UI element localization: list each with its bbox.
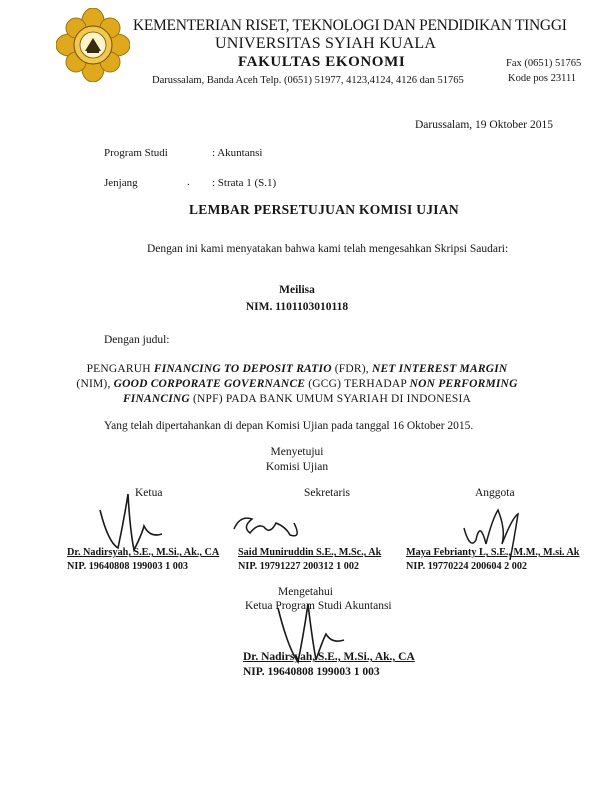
member-nip: NIP. 19770224 200604 2 002 [406, 561, 528, 572]
program-label: Program Studi [104, 147, 168, 159]
secretary-nip: NIP. 19791227 200312 1 002 [238, 561, 360, 572]
member-name: Maya Febrianty L, S.E., M.M., M.si. Ak [406, 547, 580, 558]
intro-statement: Dengan ini kami menyatakan bahwa kami telah mengesahkan Skripsi Saudari: [147, 243, 509, 255]
thesis-text: (FDR), [331, 363, 372, 375]
university-name: UNIVERSITAS SYIAH KUALA [215, 35, 437, 52]
secretary-signature [230, 505, 310, 545]
secretary-role: Sekretaris [304, 487, 350, 499]
thesis-text: (NPF) PADA BANK UMUM SYARIAH DI INDONESIA [189, 393, 472, 405]
level-dot: . [187, 176, 190, 188]
chair-role: Ketua [135, 487, 163, 499]
committee-heading: Komisi Ujian [265, 461, 329, 473]
thesis-term: FINANCING TO DEPOSIT RATIO [153, 363, 332, 375]
secretary-name: Said Muniruddin S.E., M.Sc., Ak [238, 547, 382, 558]
chair-nip: NIP. 19640808 199003 1 003 [67, 561, 189, 572]
thesis-title-line-1 [0, 363, 594, 375]
defense-statement: Yang telah dipertahankan di depan Komisi Ujian pada tanggal 16 Oktober 2015. [104, 420, 474, 432]
faculty-address: Darussalam, Banda Aceh Telp. (0651) 51977, 4123,4124, 4126 dan 51765 [152, 75, 464, 86]
thesis-text: PENGARUH [86, 363, 154, 375]
chair-name: Dr. Nadirsyah, S.E., M.Si., Ak., CA [67, 547, 220, 558]
thesis-title-label: Dengan judul: [104, 334, 170, 346]
student-nim: NIM. 1101103010118 [245, 301, 349, 313]
head-of-program-nip: NIP. 19640808 199003 1 003 [243, 666, 380, 678]
student-name: Meilisa [279, 284, 315, 296]
thesis-text: (NIM), [76, 378, 114, 390]
faculty-name: FAKULTAS EKONOMI [238, 54, 406, 70]
head-of-program-name: Dr. Nadirsyah, S.E., M.Si., Ak., CA [243, 651, 415, 663]
thesis-text: (GCG) TERHADAP [305, 378, 410, 390]
thesis-term: NET INTEREST MARGIN [371, 363, 508, 375]
thesis-title-line-3 [0, 393, 594, 405]
ministry-name: KEMENTERIAN RISET, TEKNOLOGI DAN PENDIDIKAN TINGGI [133, 17, 567, 34]
acknowledged-heading: Mengetahui [278, 586, 333, 598]
fax-number: Fax (0651) 51765 [506, 58, 582, 69]
level-value: : Strata 1 (S.1) [212, 177, 277, 189]
thesis-term: NON PERFORMING [409, 378, 518, 390]
head-of-program-title: Ketua Program Studi Akuntansi [245, 600, 392, 612]
letter-date: Darussalam, 19 Oktober 2015 [415, 119, 553, 131]
program-value: : Akuntansi [212, 147, 263, 159]
thesis-term: FINANCING [122, 393, 190, 405]
university-seal-icon [56, 8, 130, 82]
thesis-title-line-2 [0, 378, 594, 390]
level-label: Jenjang [104, 177, 138, 189]
approval-heading: Menyetujui [270, 446, 324, 458]
document-title: LEMBAR PERSETUJUAN KOMISI UJIAN [189, 202, 459, 217]
thesis-term: GOOD CORPORATE GOVERNANCE [113, 378, 306, 390]
postal-code: Kode pos 23111 [508, 73, 577, 84]
member-role: Anggota [475, 487, 515, 499]
